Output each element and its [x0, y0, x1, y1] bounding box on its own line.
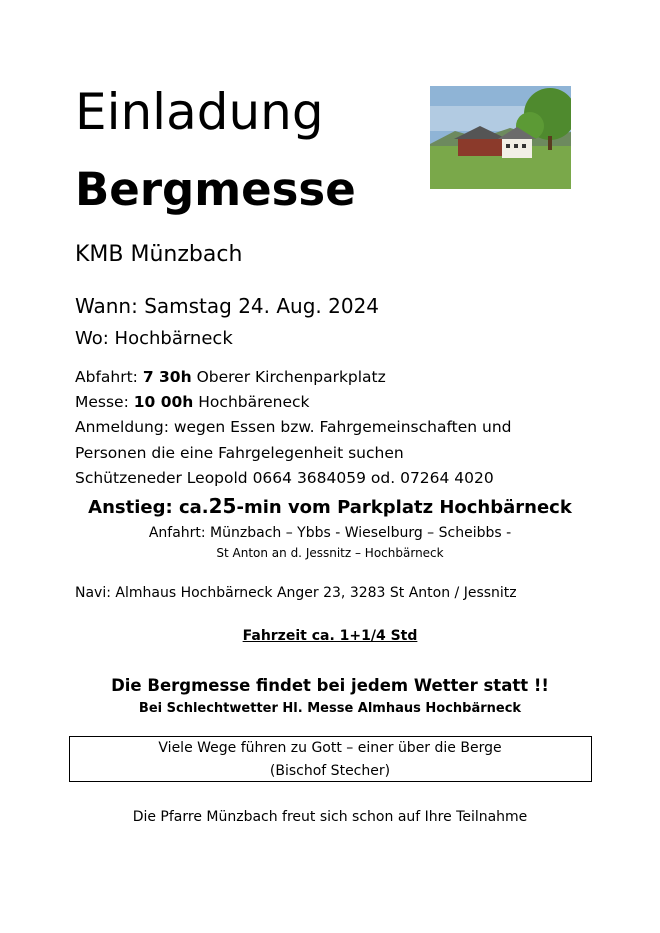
photo-barn [458, 138, 503, 156]
bad-weather-notice: Bei Schlechtwetter Hl. Messe Almhaus Hochbärneck [138, 701, 522, 716]
mountain-house-photo [430, 86, 571, 189]
departure-place: Oberer Kirchenparkplatz [196, 368, 386, 386]
climb-prefix: Anstieg: ca. [88, 497, 209, 518]
mass-time: 10 00h [133, 393, 194, 411]
event-date: Wann: Samstag 24. Aug. 2024 [75, 294, 380, 318]
closing-line: Die Pfarre Münzbach freut sich schon auf Ihre Teilnahme [132, 809, 528, 825]
weather-notice: Die Bergmesse findet bei jedem Wetter statt !! [111, 676, 549, 695]
route-line-2: St Anton an d. Jessnitz – Hochbärneck [216, 546, 444, 560]
quote-text: Viele Wege führen zu Gott – einer über die Berge [158, 740, 502, 756]
climb-suffix: -min vom Parkplatz Hochbärneck [236, 497, 572, 518]
title-line-2: Bergmesse [75, 163, 356, 216]
route-line-1: Anfahrt: Münzbach – Ybbs - Wieselburg – Scheibbs - [148, 525, 512, 541]
departure-label: Abfahrt: [75, 368, 138, 386]
organizer: KMB Münzbach [75, 242, 243, 267]
departure-line [75, 368, 386, 386]
contact-line: Schützeneder Leopold 0664 3684059 od. 07264 4020 [75, 469, 494, 487]
mass-line [75, 393, 310, 411]
navigation-address: Navi: Almhaus Hochbärneck Anger 23, 3283 St Anton / Jessnitz [75, 585, 517, 601]
departure-time: 7 30h [142, 368, 192, 386]
title-line-1: Einladung [75, 83, 324, 141]
quote-author: (Bischof Stecher) [269, 763, 391, 779]
registration-line-1: Anmeldung: wegen Essen bzw. Fahrgemeinschaften und [75, 418, 512, 436]
climb-minutes: 25 [208, 494, 237, 518]
climb-line [0, 494, 660, 518]
mass-place: Hochbäreneck [198, 393, 310, 411]
registration-line-2: Personen die eine Fahrgelegenheit suchen [75, 444, 404, 462]
mass-label: Messe: [75, 393, 129, 411]
event-location: Wo: Hochbärneck [75, 328, 233, 349]
drive-time: Fahrzeit ca. 1+1/4 Std [242, 628, 418, 644]
